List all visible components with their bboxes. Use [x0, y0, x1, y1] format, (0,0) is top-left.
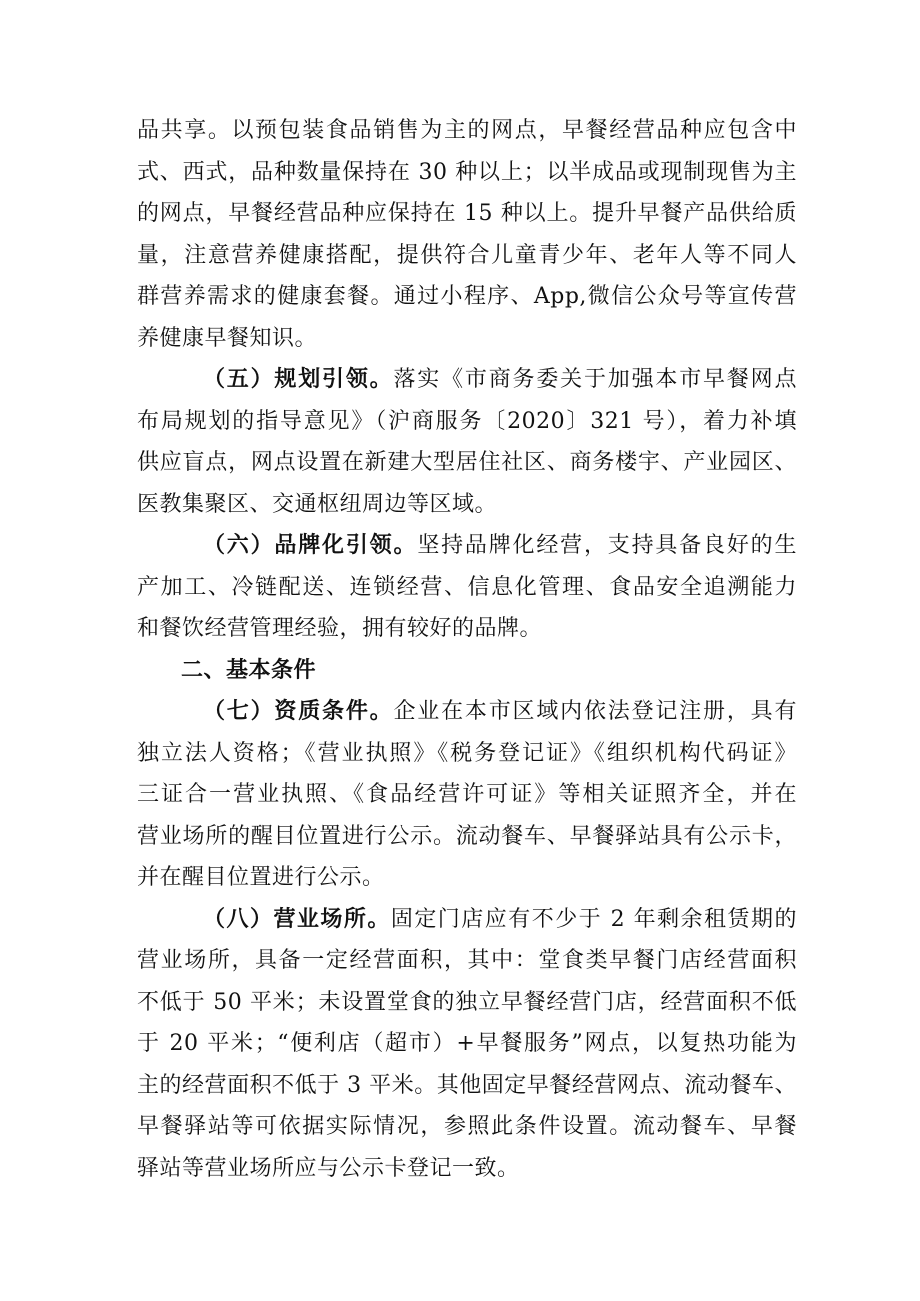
paragraph-first-line: 固定门店应有不少于 2 年剩余租赁期的 — [390, 906, 797, 932]
text-line: 布局规划的指导意见》（沪商服务〔2020〕321 号），着力补填 — [137, 408, 797, 434]
text-line: 营业场所的醒目位置进行公示。流动餐车、早餐驿站具有公示卡， — [137, 823, 797, 849]
text-line: 的网点，早餐经营品种应保持在 15 种以上。提升早餐产品供给质 — [137, 201, 797, 226]
text-line: 养健康早餐知识。 — [137, 325, 318, 351]
text-line: 营业场所，具备一定经营面积，其中：堂食类早餐门店经营面积 — [137, 948, 797, 973]
paragraph-first-line: 坚持品牌化经营，支持具备良好的生 — [417, 533, 797, 558]
text-line: 驿站等营业场所应与公示卡登记一致。 — [137, 1155, 520, 1181]
text-line — [137, 691, 797, 733]
text-line: 供应盲点，网点设置在新建大型居住社区、商务楼宇、产业园区、 — [137, 450, 797, 475]
text-line: 三证合一营业执照、《食品经营许可证》等相关证照齐全，并在 — [137, 782, 797, 807]
paragraph-continuation — [137, 110, 797, 359]
paragraph-lead: （七）资质条件。 — [203, 699, 394, 724]
paragraph-first-line: 企业在本市区域内依法登记注册，具有 — [393, 699, 797, 724]
paragraph-lead: （六）品牌化引领。 — [203, 533, 418, 558]
text-line: 式、西式，品种数量保持在 30 种以上；以半成品或现制现售为主 — [137, 159, 797, 185]
text-line: 主的经营面积不低于 3 平米。其他固定早餐经营网点、流动餐车、 — [137, 1072, 797, 1098]
text-line — [137, 359, 797, 401]
paragraph-premises — [137, 899, 797, 1190]
paragraph-first-line: 落实《市商务委关于加强本市早餐网点 — [393, 367, 797, 392]
text-line: 量，注意营养健康搭配，提供符合儿童青少年、老年人等不同人 — [137, 242, 797, 268]
text-line: 独立法人资格；《营业执照》《税务登记证》《组织机构代码证》 — [137, 740, 797, 766]
text-line: 产加工、冷链配送、连锁经营、信息化管理、食品安全追溯能力 — [137, 574, 797, 600]
text-line: 不低于 50 平米；未设置堂食的独立早餐经营门店，经营面积不低 — [137, 989, 797, 1015]
text-line: 和餐饮经营管理经验，拥有较好的品牌。 — [137, 616, 543, 641]
text-line — [137, 525, 797, 567]
text-line: 于 20 平米；“便利店（超市）+早餐服务”网点，以复热功能为 — [137, 1031, 797, 1056]
text-line: 早餐驿站等可依据实际情况，参照此条件设置。流动餐车、早餐 — [137, 1114, 797, 1139]
text-line: 医教集聚区、交通枢纽周边等区域。 — [137, 491, 498, 517]
document-page — [137, 110, 797, 1189]
paragraph-planning — [137, 359, 797, 525]
text-line: 并在醒目位置进行公示。 — [137, 865, 385, 890]
paragraph-branding — [137, 525, 797, 650]
paragraph-qualification — [137, 691, 797, 899]
text-line: 群营养需求的健康套餐。通过小程序、App,微信公众号等宣传营 — [137, 284, 797, 309]
paragraph-lead: （八）营业场所。 — [203, 906, 391, 932]
text-line — [137, 899, 797, 941]
section-heading: 二、基本条件 — [181, 657, 317, 683]
paragraph-lead: （五）规划引领。 — [203, 367, 394, 392]
text-line: 品共享。以预包装食品销售为主的网点，早餐经营品种应包含中 — [137, 118, 797, 143]
